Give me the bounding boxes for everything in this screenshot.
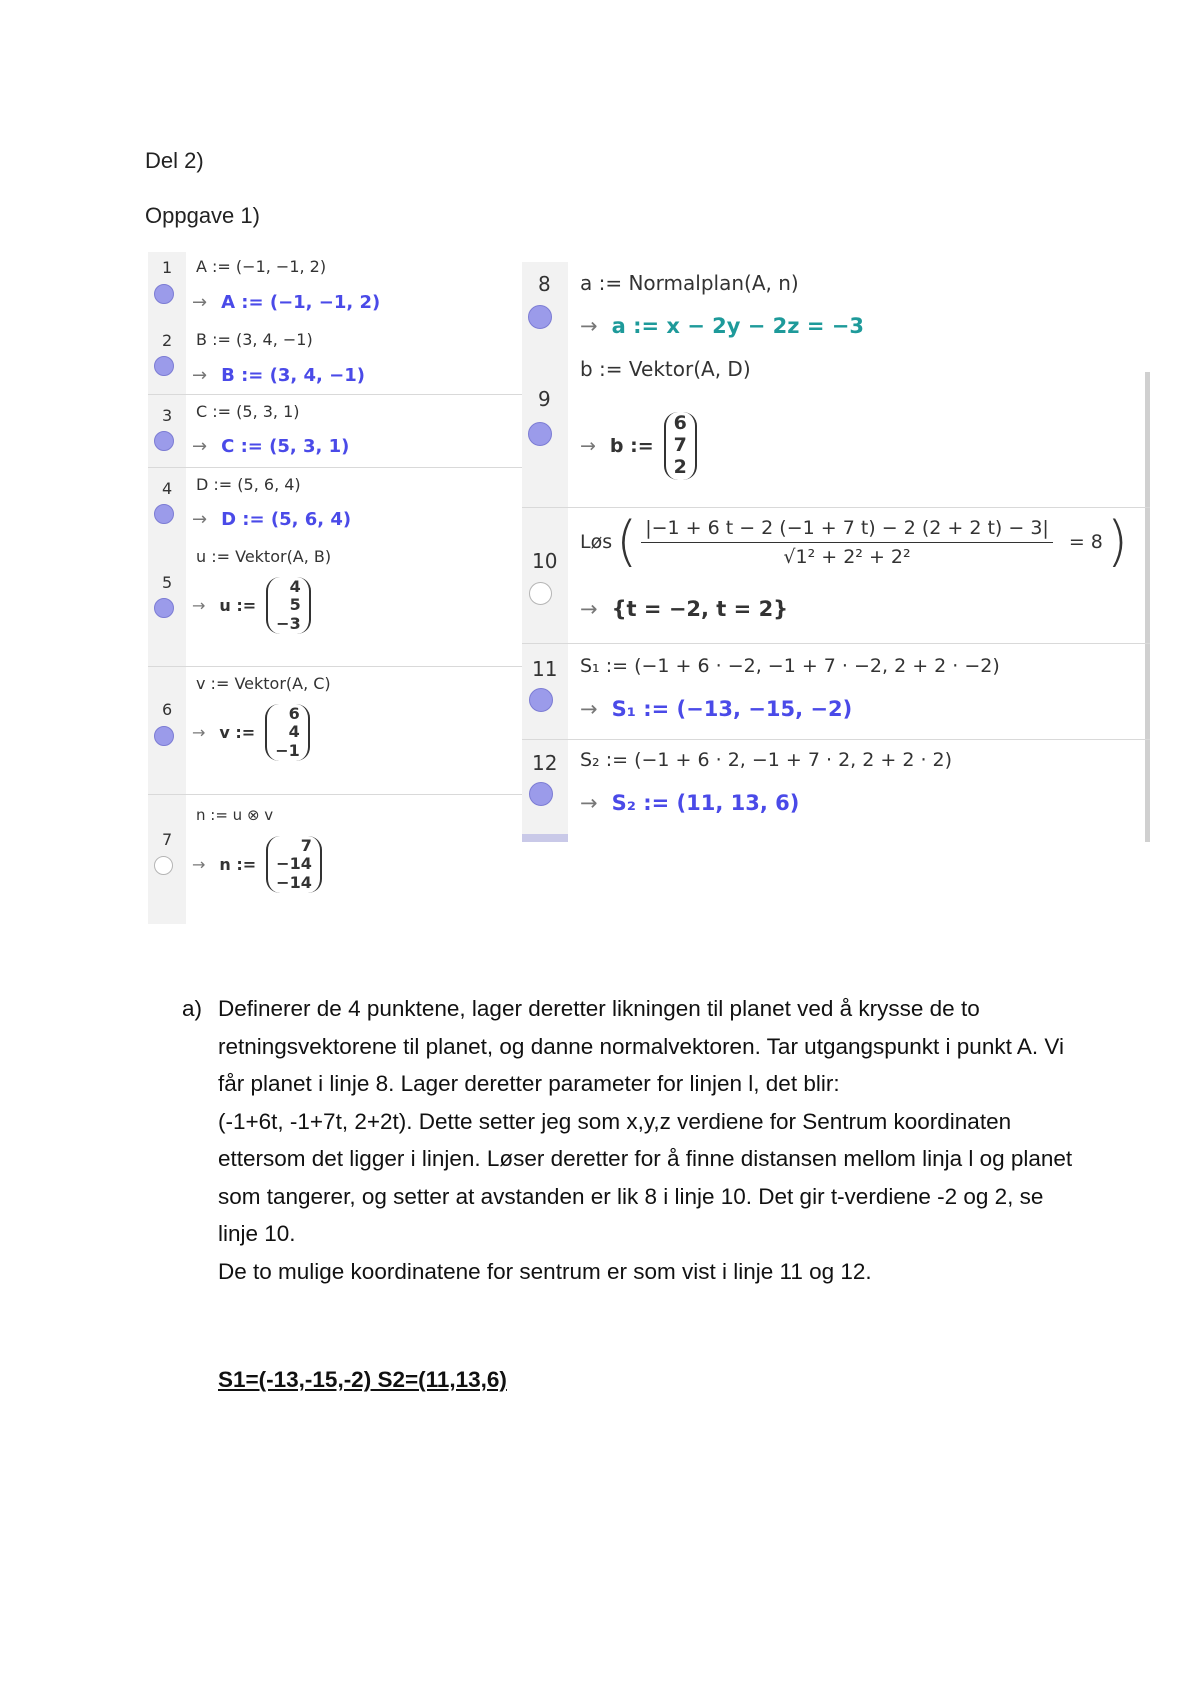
row-number: 1 xyxy=(162,258,173,277)
row-number: 8 xyxy=(538,272,551,296)
visibility-toggle[interactable] xyxy=(154,284,174,304)
output-arrow-icon: → xyxy=(192,723,206,743)
heading-part: Del 2) xyxy=(145,148,204,173)
fraction xyxy=(641,517,1053,568)
cas-output xyxy=(192,509,351,530)
equation-rhs: = 8 xyxy=(1068,531,1103,553)
vector-entry: 7 xyxy=(673,433,687,456)
cas-output xyxy=(580,597,788,621)
visibility-toggle[interactable] xyxy=(154,504,174,524)
paren-close: ) xyxy=(1106,510,1128,573)
row-number: 4 xyxy=(162,479,173,498)
output-label: v := xyxy=(219,723,256,743)
list-marker: a) xyxy=(182,996,203,1021)
cas-input[interactable]: A := (−1, −1, 2) xyxy=(196,257,327,276)
row-number: 6 xyxy=(162,700,173,719)
cas-input[interactable]: v := Vektor(A, C) xyxy=(196,674,331,693)
visibility-toggle[interactable] xyxy=(528,305,552,329)
answer-block xyxy=(182,990,1078,1290)
output-value: A := (−1, −1, 2) xyxy=(221,292,381,313)
visibility-toggle[interactable] xyxy=(529,582,552,605)
cas-output xyxy=(192,836,322,893)
vector-entry: 2 xyxy=(673,455,687,478)
output-label: n := xyxy=(219,855,257,875)
vector-entry: 4 xyxy=(289,577,301,596)
cas-row-4-5 xyxy=(148,467,522,667)
output-arrow-icon: → xyxy=(580,791,598,815)
row-number: 11 xyxy=(532,657,558,681)
cas-input[interactable]: n := u ⊗ v xyxy=(196,806,274,824)
visibility-toggle[interactable] xyxy=(154,598,174,618)
output-arrow-icon: → xyxy=(580,434,596,457)
column-vector xyxy=(266,577,311,634)
answer-paragraph: De to mulige koordinatene for sentrum er som vist i linje 11 og 12. xyxy=(218,1258,872,1284)
gutter-footer xyxy=(522,834,568,842)
cas-output xyxy=(192,577,311,634)
output-arrow-icon: → xyxy=(192,436,208,457)
output-label: b := xyxy=(609,434,654,457)
cas-output xyxy=(580,412,697,480)
vector-entry: 6 xyxy=(673,412,687,434)
output-arrow-icon: → xyxy=(192,509,208,530)
visibility-toggle[interactable] xyxy=(529,688,553,712)
output-value: a := x − 2y − 2z = −3 xyxy=(611,314,864,338)
cas-output xyxy=(192,436,349,457)
row-number: 5 xyxy=(162,573,173,592)
cas-row-1-2 xyxy=(148,252,522,395)
vector-entry: 5 xyxy=(289,595,301,615)
vector-entry: 6 xyxy=(288,704,300,723)
cas-row-10 xyxy=(522,507,1150,644)
column-vector xyxy=(265,704,310,761)
column-vector xyxy=(664,412,697,480)
answer-paragraph: Definerer de 4 punktene, lager deretter likningen til planet ved å krysse de to retningsvektorene til planet, og danne normalvektoren. Tar utgangspunkt i punkt A. Vi får planet i linje 8. Lager deretter parameter for linjen l, det blir: xyxy=(218,996,1064,1096)
cas-output xyxy=(192,704,310,761)
output-arrow-icon: → xyxy=(192,292,208,313)
solve-command: Løs xyxy=(580,531,613,553)
cas-row-7 xyxy=(148,794,522,924)
output-value: S₁ := (−13, −15, −2) xyxy=(611,697,853,721)
cas-output xyxy=(580,697,852,721)
cas-input[interactable]: D := (5, 6, 4) xyxy=(196,475,301,494)
output-value: {t = −2, t = 2} xyxy=(611,597,789,621)
row-number: 7 xyxy=(162,830,173,849)
answer-paragraph: (-1+6t, -1+7t, 2+2t). Dette setter jeg som x,y,z verdiene for Sentrum koordinaten ettersom det ligger i linjen. Løser deretter for å finne distansen mellom linja l og planet som tangerer, og setter at avstanden er lik 8 i linje 10. Det gir t-verdiene -2 og 2, se linje 10. xyxy=(218,1108,1073,1246)
fraction-denominator: √1² + 2² + 2² xyxy=(783,545,911,568)
output-value: B := (3, 4, −1) xyxy=(221,365,365,386)
output-arrow-icon: → xyxy=(580,314,598,338)
output-value: D := (5, 6, 4) xyxy=(221,509,352,530)
cas-input[interactable]: u := Vektor(A, B) xyxy=(196,547,332,566)
cas-panel-right xyxy=(522,262,1150,842)
output-arrow-icon: → xyxy=(192,365,208,386)
cas-output xyxy=(192,292,380,313)
cas-input[interactable]: a := Normalplan(A, n) xyxy=(580,271,799,295)
cas-row-6 xyxy=(148,666,522,795)
cas-input[interactable]: S₂ := (−1 + 6 · 2, −1 + 7 · 2, 2 + 2 · 2) xyxy=(580,749,953,771)
visibility-toggle[interactable] xyxy=(154,356,174,376)
cas-input-solve[interactable] xyxy=(580,510,1128,573)
row-number: 12 xyxy=(532,751,558,775)
cas-output xyxy=(580,791,799,815)
row-number: 9 xyxy=(538,387,551,411)
row-number: 2 xyxy=(162,331,173,350)
cas-input[interactable]: C := (5, 3, 1) xyxy=(196,402,300,421)
visibility-toggle[interactable] xyxy=(154,856,173,875)
vector-entry: −1 xyxy=(275,740,300,760)
output-arrow-icon: → xyxy=(192,855,206,875)
vector-entry: −3 xyxy=(276,613,301,633)
output-value: S₂ := (11, 13, 6) xyxy=(611,791,800,815)
cas-input[interactable]: S₁ := (−1 + 6 · −2, −1 + 7 · −2, 2 + 2 · −2) xyxy=(580,655,1000,677)
row-number: 10 xyxy=(532,549,558,573)
cas-input[interactable]: b := Vektor(A, D) xyxy=(580,357,751,381)
column-vector xyxy=(266,836,322,893)
visibility-toggle[interactable] xyxy=(154,431,174,451)
cas-row-12 xyxy=(522,739,1150,834)
cas-output xyxy=(580,314,864,338)
fraction-numerator: |−1 + 6 t − 2 (−1 + 7 t) − 2 (2 + 2 t) − 3| xyxy=(641,517,1053,543)
cas-output xyxy=(192,365,365,386)
visibility-toggle[interactable] xyxy=(528,422,552,446)
visibility-toggle[interactable] xyxy=(154,726,174,746)
cas-row-11 xyxy=(522,643,1150,740)
row-number: 3 xyxy=(162,406,173,425)
vector-entry: 7 xyxy=(300,836,312,855)
vector-entry: 4 xyxy=(288,722,300,742)
output-arrow-icon: → xyxy=(580,697,598,721)
cas-input[interactable]: B := (3, 4, −1) xyxy=(196,330,313,349)
output-label: u := xyxy=(219,596,257,616)
output-arrow-icon: → xyxy=(192,596,206,616)
final-answer: S1=(-13,-15,-2) S2=(11,13,6) xyxy=(218,1367,507,1392)
vector-entry: −14 xyxy=(276,854,312,874)
cas-row-8-9 xyxy=(522,262,1150,508)
paren-open: ( xyxy=(616,510,638,573)
cas-row-3 xyxy=(148,394,522,468)
cas-panel-left xyxy=(148,252,522,924)
output-value: C := (5, 3, 1) xyxy=(221,436,350,457)
heading-task: Oppgave 1) xyxy=(145,203,260,228)
visibility-toggle[interactable] xyxy=(529,782,553,806)
output-arrow-icon: → xyxy=(580,597,598,621)
vector-entry: −14 xyxy=(276,872,312,892)
